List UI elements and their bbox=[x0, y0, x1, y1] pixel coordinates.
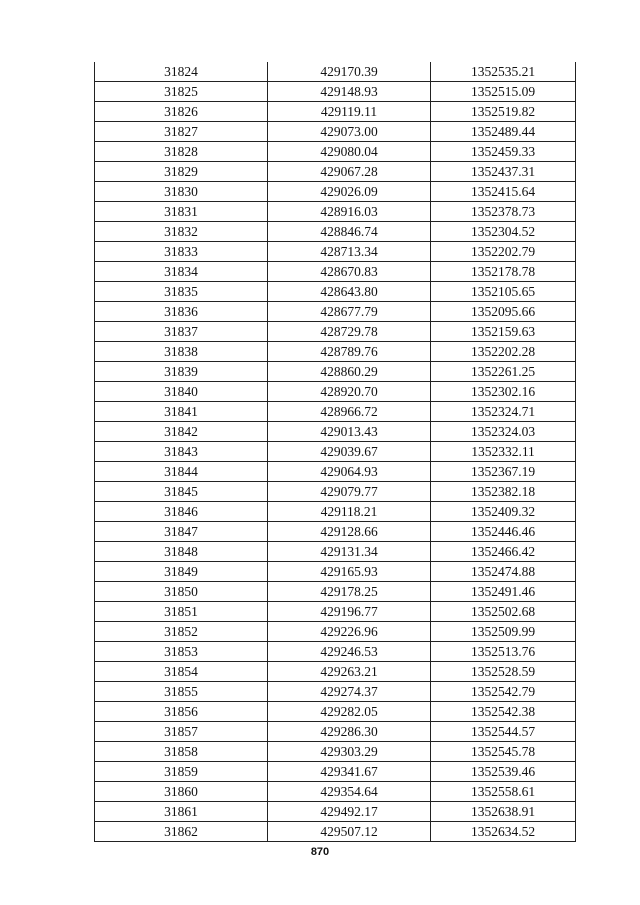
x-coordinate-cell: 428916.03 bbox=[268, 202, 431, 222]
table-row bbox=[95, 522, 576, 542]
y-coordinate-cell: 1352202.79 bbox=[431, 242, 576, 262]
table-row bbox=[95, 402, 576, 422]
point-id-cell: 31839 bbox=[95, 362, 268, 382]
y-coordinate-cell: 1352528.59 bbox=[431, 662, 576, 682]
point-id-cell: 31848 bbox=[95, 542, 268, 562]
point-id-cell: 31858 bbox=[95, 742, 268, 762]
x-coordinate-cell: 429128.66 bbox=[268, 522, 431, 542]
y-coordinate-cell: 1352415.64 bbox=[431, 182, 576, 202]
table-row bbox=[95, 702, 576, 722]
table-row bbox=[95, 322, 576, 342]
point-id-cell: 31855 bbox=[95, 682, 268, 702]
table-row bbox=[95, 442, 576, 462]
table-row bbox=[95, 662, 576, 682]
x-coordinate-cell: 428966.72 bbox=[268, 402, 431, 422]
point-id-cell: 31845 bbox=[95, 482, 268, 502]
point-id-cell: 31862 bbox=[95, 822, 268, 842]
point-id-cell: 31826 bbox=[95, 102, 268, 122]
x-coordinate-cell: 428677.79 bbox=[268, 302, 431, 322]
point-id-cell: 31844 bbox=[95, 462, 268, 482]
table-row bbox=[95, 582, 576, 602]
y-coordinate-cell: 1352378.73 bbox=[431, 202, 576, 222]
point-id-cell: 31836 bbox=[95, 302, 268, 322]
x-coordinate-cell: 428670.83 bbox=[268, 262, 431, 282]
point-id-cell: 31832 bbox=[95, 222, 268, 242]
y-coordinate-cell: 1352519.82 bbox=[431, 102, 576, 122]
table-row bbox=[95, 262, 576, 282]
y-coordinate-cell: 1352542.79 bbox=[431, 682, 576, 702]
table-row bbox=[95, 102, 576, 122]
y-coordinate-cell: 1352459.33 bbox=[431, 142, 576, 162]
y-coordinate-cell: 1352466.42 bbox=[431, 542, 576, 562]
table-row bbox=[95, 722, 576, 742]
y-coordinate-cell: 1352638.91 bbox=[431, 802, 576, 822]
x-coordinate-cell: 429131.34 bbox=[268, 542, 431, 562]
y-coordinate-cell: 1352382.18 bbox=[431, 482, 576, 502]
x-coordinate-cell: 429013.43 bbox=[268, 422, 431, 442]
y-coordinate-cell: 1352437.31 bbox=[431, 162, 576, 182]
table-row bbox=[95, 542, 576, 562]
y-coordinate-cell: 1352515.09 bbox=[431, 82, 576, 102]
point-id-cell: 31835 bbox=[95, 282, 268, 302]
y-coordinate-cell: 1352513.76 bbox=[431, 642, 576, 662]
y-coordinate-cell: 1352409.32 bbox=[431, 502, 576, 522]
table-row bbox=[95, 62, 576, 82]
x-coordinate-cell: 429341.67 bbox=[268, 762, 431, 782]
x-coordinate-cell: 429039.67 bbox=[268, 442, 431, 462]
table-row bbox=[95, 562, 576, 582]
y-coordinate-cell: 1352202.28 bbox=[431, 342, 576, 362]
table-row bbox=[95, 382, 576, 402]
coordinate-table bbox=[94, 62, 576, 842]
x-coordinate-cell: 429354.64 bbox=[268, 782, 431, 802]
x-coordinate-cell: 429274.37 bbox=[268, 682, 431, 702]
table-row bbox=[95, 222, 576, 242]
point-id-cell: 31842 bbox=[95, 422, 268, 442]
y-coordinate-cell: 1352446.46 bbox=[431, 522, 576, 542]
x-coordinate-cell: 428713.34 bbox=[268, 242, 431, 262]
x-coordinate-cell: 429073.00 bbox=[268, 122, 431, 142]
point-id-cell: 31857 bbox=[95, 722, 268, 742]
point-id-cell: 31827 bbox=[95, 122, 268, 142]
point-id-cell: 31828 bbox=[95, 142, 268, 162]
table-row bbox=[95, 362, 576, 382]
point-id-cell: 31856 bbox=[95, 702, 268, 722]
x-coordinate-cell: 429196.77 bbox=[268, 602, 431, 622]
coordinate-table-body bbox=[95, 62, 576, 842]
point-id-cell: 31854 bbox=[95, 662, 268, 682]
point-id-cell: 31830 bbox=[95, 182, 268, 202]
table-row bbox=[95, 802, 576, 822]
x-coordinate-cell: 429165.93 bbox=[268, 562, 431, 582]
y-coordinate-cell: 1352332.11 bbox=[431, 442, 576, 462]
point-id-cell: 31833 bbox=[95, 242, 268, 262]
table-row bbox=[95, 182, 576, 202]
x-coordinate-cell: 429226.96 bbox=[268, 622, 431, 642]
y-coordinate-cell: 1352095.66 bbox=[431, 302, 576, 322]
x-coordinate-cell: 429507.12 bbox=[268, 822, 431, 842]
point-id-cell: 31840 bbox=[95, 382, 268, 402]
table-row bbox=[95, 202, 576, 222]
point-id-cell: 31852 bbox=[95, 622, 268, 642]
y-coordinate-cell: 1352634.52 bbox=[431, 822, 576, 842]
table-row bbox=[95, 302, 576, 322]
x-coordinate-cell: 428920.70 bbox=[268, 382, 431, 402]
point-id-cell: 31847 bbox=[95, 522, 268, 542]
point-id-cell: 31843 bbox=[95, 442, 268, 462]
table-row bbox=[95, 342, 576, 362]
point-id-cell: 31824 bbox=[95, 62, 268, 82]
table-row bbox=[95, 642, 576, 662]
x-coordinate-cell: 428643.80 bbox=[268, 282, 431, 302]
y-coordinate-cell: 1352509.99 bbox=[431, 622, 576, 642]
point-id-cell: 31859 bbox=[95, 762, 268, 782]
point-id-cell: 31861 bbox=[95, 802, 268, 822]
table-row bbox=[95, 822, 576, 842]
table-row bbox=[95, 782, 576, 802]
y-coordinate-cell: 1352489.44 bbox=[431, 122, 576, 142]
x-coordinate-cell: 429282.05 bbox=[268, 702, 431, 722]
point-id-cell: 31846 bbox=[95, 502, 268, 522]
point-id-cell: 31834 bbox=[95, 262, 268, 282]
y-coordinate-cell: 1352491.46 bbox=[431, 582, 576, 602]
y-coordinate-cell: 1352544.57 bbox=[431, 722, 576, 742]
y-coordinate-cell: 1352105.65 bbox=[431, 282, 576, 302]
y-coordinate-cell: 1352558.61 bbox=[431, 782, 576, 802]
point-id-cell: 31837 bbox=[95, 322, 268, 342]
table-row bbox=[95, 142, 576, 162]
x-coordinate-cell: 429080.04 bbox=[268, 142, 431, 162]
point-id-cell: 31829 bbox=[95, 162, 268, 182]
table-row bbox=[95, 622, 576, 642]
x-coordinate-cell: 428729.78 bbox=[268, 322, 431, 342]
table-row bbox=[95, 122, 576, 142]
x-coordinate-cell: 428860.29 bbox=[268, 362, 431, 382]
x-coordinate-cell: 429178.25 bbox=[268, 582, 431, 602]
table-row bbox=[95, 82, 576, 102]
y-coordinate-cell: 1352178.78 bbox=[431, 262, 576, 282]
y-coordinate-cell: 1352535.21 bbox=[431, 62, 576, 82]
x-coordinate-cell: 429303.29 bbox=[268, 742, 431, 762]
y-coordinate-cell: 1352304.52 bbox=[431, 222, 576, 242]
x-coordinate-cell: 428846.74 bbox=[268, 222, 431, 242]
table-row bbox=[95, 282, 576, 302]
point-id-cell: 31860 bbox=[95, 782, 268, 802]
table-row bbox=[95, 742, 576, 762]
y-coordinate-cell: 1352367.19 bbox=[431, 462, 576, 482]
y-coordinate-cell: 1352502.68 bbox=[431, 602, 576, 622]
x-coordinate-cell: 429492.17 bbox=[268, 802, 431, 822]
table-row bbox=[95, 242, 576, 262]
x-coordinate-cell: 429263.21 bbox=[268, 662, 431, 682]
x-coordinate-cell: 429246.53 bbox=[268, 642, 431, 662]
y-coordinate-cell: 1352324.03 bbox=[431, 422, 576, 442]
table-row bbox=[95, 502, 576, 522]
x-coordinate-cell: 429026.09 bbox=[268, 182, 431, 202]
x-coordinate-cell: 429286.30 bbox=[268, 722, 431, 742]
x-coordinate-cell: 429118.21 bbox=[268, 502, 431, 522]
table-row bbox=[95, 162, 576, 182]
table-row bbox=[95, 462, 576, 482]
y-coordinate-cell: 1352545.78 bbox=[431, 742, 576, 762]
table-row bbox=[95, 602, 576, 622]
point-id-cell: 31841 bbox=[95, 402, 268, 422]
x-coordinate-cell: 429148.93 bbox=[268, 82, 431, 102]
page-number: 870 bbox=[310, 846, 330, 858]
point-id-cell: 31831 bbox=[95, 202, 268, 222]
y-coordinate-cell: 1352159.63 bbox=[431, 322, 576, 342]
y-coordinate-cell: 1352324.71 bbox=[431, 402, 576, 422]
table-row bbox=[95, 482, 576, 502]
table-row bbox=[95, 682, 576, 702]
table-row bbox=[95, 422, 576, 442]
point-id-cell: 31853 bbox=[95, 642, 268, 662]
point-id-cell: 31851 bbox=[95, 602, 268, 622]
point-id-cell: 31850 bbox=[95, 582, 268, 602]
x-coordinate-cell: 428789.76 bbox=[268, 342, 431, 362]
table-row bbox=[95, 762, 576, 782]
y-coordinate-cell: 1352542.38 bbox=[431, 702, 576, 722]
y-coordinate-cell: 1352474.88 bbox=[431, 562, 576, 582]
x-coordinate-cell: 429067.28 bbox=[268, 162, 431, 182]
y-coordinate-cell: 1352539.46 bbox=[431, 762, 576, 782]
x-coordinate-cell: 429119.11 bbox=[268, 102, 431, 122]
point-id-cell: 31825 bbox=[95, 82, 268, 102]
point-id-cell: 31849 bbox=[95, 562, 268, 582]
x-coordinate-cell: 429064.93 bbox=[268, 462, 431, 482]
y-coordinate-cell: 1352302.16 bbox=[431, 382, 576, 402]
y-coordinate-cell: 1352261.25 bbox=[431, 362, 576, 382]
x-coordinate-cell: 429079.77 bbox=[268, 482, 431, 502]
x-coordinate-cell: 429170.39 bbox=[268, 62, 431, 82]
point-id-cell: 31838 bbox=[95, 342, 268, 362]
